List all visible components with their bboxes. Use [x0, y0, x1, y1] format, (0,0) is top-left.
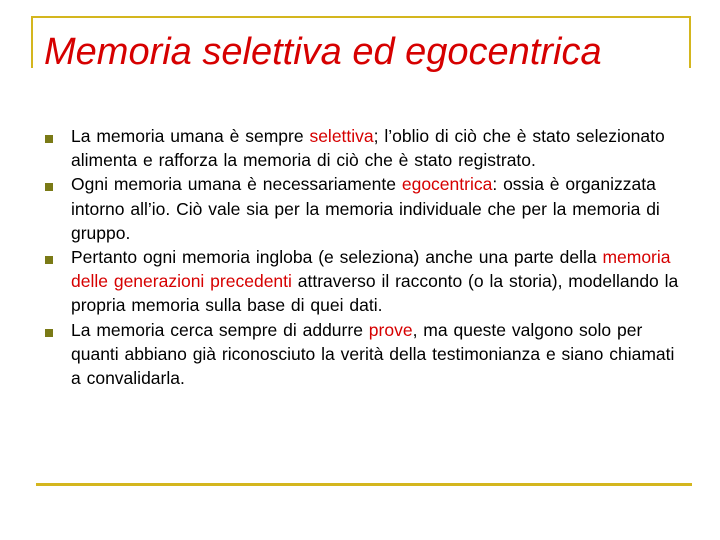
bullet-text: La memoria umana è sempre [71, 126, 310, 146]
bullet-text: Ogni memoria umana è necessariamente [71, 174, 402, 195]
title-frame-right-line [689, 16, 691, 68]
bullet-text: attraverso il racconto (o la storia), modellando la propria memoria sulla base di quei dati. [71, 271, 679, 316]
title-frame-top-line [31, 16, 691, 18]
bullet-highlight: selettiva [309, 126, 374, 146]
bullet-highlight: memoria delle generazioni precedenti [71, 247, 671, 292]
bullet-item-egocentrica [44, 172, 684, 245]
bullet-item-selettiva [44, 124, 684, 172]
bullet-text: : ossia è organizzata intorno all’io. Ciò vale sia per la memoria individuale che per la memoria di gruppo. [71, 174, 660, 243]
square-bullet-icon [45, 256, 53, 264]
square-bullet-icon [45, 329, 53, 337]
bullet-item-generazioni [44, 245, 684, 318]
title-frame-left-line [31, 16, 33, 68]
square-bullet-icon [45, 135, 53, 143]
bullet-text: , ma queste valgono solo per quanti abbiano già riconosciuto la verità della testimonianza e siano chiamati a convalidarla. [71, 319, 675, 389]
bottom-divider-line [36, 483, 692, 486]
bullet-highlight: prove [368, 319, 413, 340]
bullet-item-prove [44, 318, 684, 391]
bullet-text: ; l’oblio di ciò che è stato selezionato alimenta e rafforza la memoria di ciò che è stato registrato. [71, 126, 665, 171]
bullet-text: La memoria cerca sempre di addurre [71, 319, 369, 340]
bullet-highlight: egocentrica [401, 174, 493, 195]
bullet-list [44, 124, 684, 390]
bullet-text: Pertanto ogni memoria ingloba (e seleziona) anche una parte della [71, 247, 603, 268]
square-bullet-icon [45, 183, 53, 191]
slide-title: Memoria selettiva ed egocentrica [44, 31, 602, 73]
